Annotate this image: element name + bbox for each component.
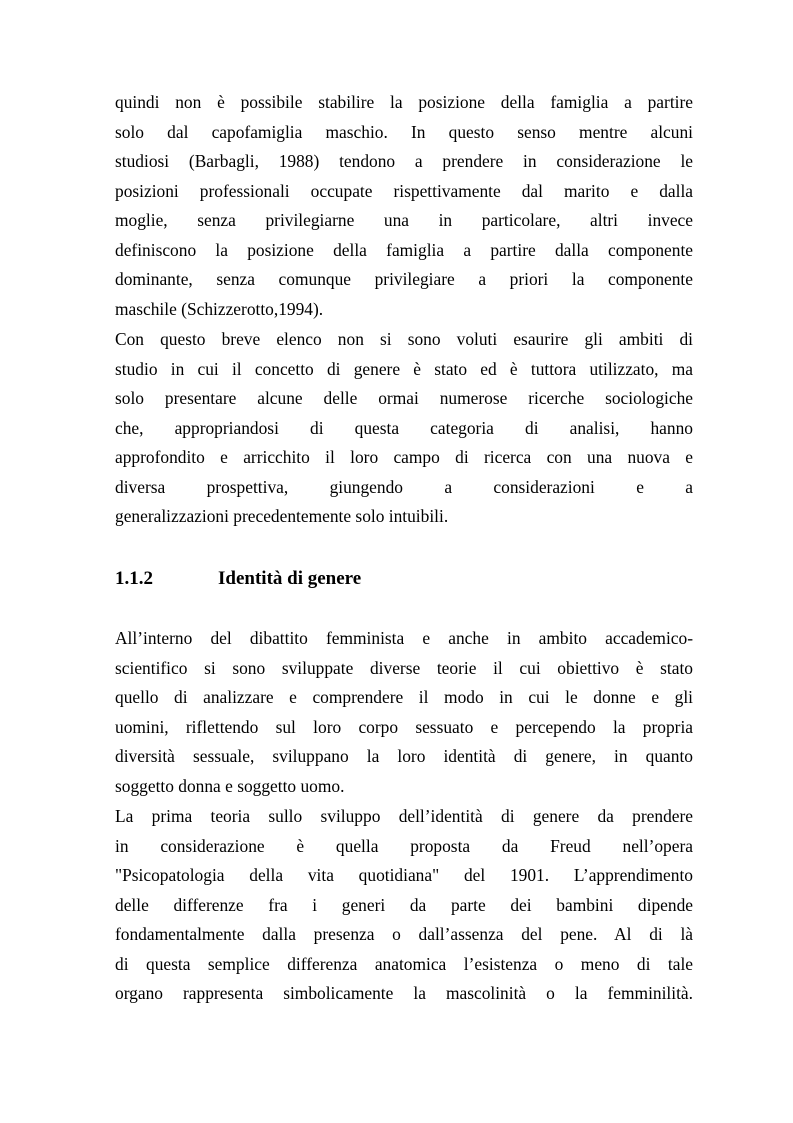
text-line: solo dal capofamiglia maschio. In questo senso mentre alcuni bbox=[115, 121, 693, 142]
text-line: maschile (Schizzerotto,1994). bbox=[115, 298, 324, 319]
text-line: in considerazione è quella proposta da Freud nell’opera bbox=[115, 835, 693, 856]
text-line: definiscono la posizione della famiglia a partire dalla componente bbox=[115, 239, 693, 260]
text-line: fondamentalmente dalla presenza o dall’assenza del pene. Al di là bbox=[115, 924, 693, 944]
text-line: All’interno del dibattito femminista e anche in ambito accademico- bbox=[115, 628, 693, 648]
paragraph-research-summary bbox=[115, 325, 693, 532]
text-line: diversa prospettiva, giungendo a considerazioni e a bbox=[115, 476, 693, 497]
text-line: generalizzazioni precedentemente solo intuibili. bbox=[115, 506, 449, 526]
text-line: solo presentare alcune delle ormai numerose ricerche sociologiche bbox=[115, 388, 693, 408]
text-line: dominante, senza comunque privilegiare a priori la componente bbox=[115, 269, 693, 289]
text-line: "Psicopatologia della vita quotidiana" del 1901. L’apprendimento bbox=[115, 865, 693, 885]
text-line: moglie, senza privilegiarne una in particolare, altri invece bbox=[115, 210, 693, 230]
text-line: approfondito e arricchito il loro campo di ricerca con una nuova e bbox=[115, 447, 693, 467]
text-line: uomini, riflettendo sul loro corpo sessuato e percependo la propria bbox=[115, 716, 693, 737]
text-line: soggetto donna e soggetto uomo. bbox=[115, 775, 345, 796]
text-line: diversità sessuale, sviluppano la loro identità di genere, in quanto bbox=[115, 746, 693, 766]
section-number: 1.1.2 bbox=[115, 568, 153, 589]
text-line: quindi non è possibile stabilire la posizione della famiglia a partire bbox=[115, 92, 693, 112]
text-line: posizioni professionali occupate rispettivamente dal marito e dalla bbox=[115, 180, 693, 201]
section-title: Identità di genere bbox=[218, 568, 362, 589]
text-line: studio in cui il concetto di genere è stato ed è tuttora utilizzato, ma bbox=[115, 358, 693, 379]
text-line: La prima teoria sullo sviluppo dell’identità di genere da prendere bbox=[115, 806, 693, 826]
text-line: organo rappresenta simbolicamente la mascolinità o la femminilità. bbox=[115, 983, 693, 1003]
text-line: Con questo breve elenco non si sono voluti esaurire gli ambiti di bbox=[115, 329, 693, 349]
section-heading bbox=[115, 563, 693, 595]
text-line: scientifico si sono sviluppate diverse teorie il cui obiettivo è stato bbox=[115, 657, 693, 678]
paragraph-family-position bbox=[115, 88, 693, 324]
text-line: quello di analizzare e comprendere il modo in cui le donne e gli bbox=[115, 687, 693, 707]
paragraph-gender-identity-theories bbox=[115, 624, 693, 801]
text-line: studiosi (Barbagli, 1988) tendono a prendere in considerazione le bbox=[115, 151, 693, 171]
text-line: che, appropriandosi di questa categoria di analisi, hanno bbox=[115, 417, 693, 438]
text-line: delle differenze fra i generi da parte dei bambini dipende bbox=[115, 894, 693, 915]
paragraph-freud-theory bbox=[115, 802, 693, 1009]
text-line: di questa semplice differenza anatomica l’esistenza o meno di tale bbox=[115, 953, 693, 974]
